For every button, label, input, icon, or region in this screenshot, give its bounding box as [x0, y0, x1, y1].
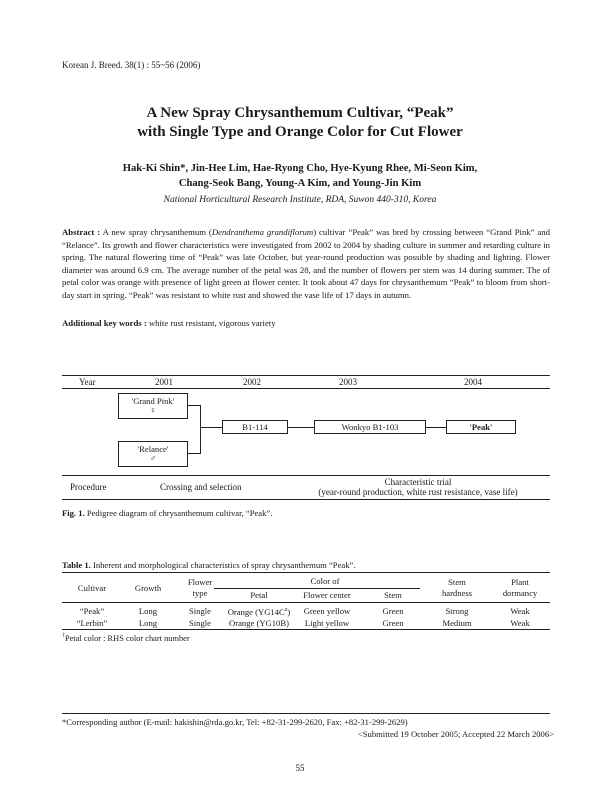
- petal-color-text: Orange (YG14C: [227, 606, 285, 617]
- year-2004: 2004: [464, 377, 482, 387]
- table-top-rule: [62, 572, 550, 573]
- header-flower-line1: Flower: [187, 577, 213, 587]
- header-flower-line2: type: [192, 588, 208, 598]
- paper-title: [40, 104, 560, 142]
- abstract: [62, 226, 550, 302]
- table-caption-text: Inherent and morphological characteristics of spray chrysanthemum “Peak”.: [90, 560, 356, 570]
- header-color-of: Color of: [310, 575, 340, 586]
- authors-line-2: Chang-Seok Bang, Young-A Kim, and Young-Jin Kim: [178, 178, 422, 189]
- table-caption: [62, 560, 355, 570]
- title-line-2: with Single Type and Orange Color for Cut Flower: [137, 124, 463, 140]
- parent-grand-pink: 'Grand Pink': [131, 396, 175, 406]
- footer-rule: [62, 713, 550, 714]
- cell-hardness: Strong: [445, 605, 469, 616]
- characteristics-table: [62, 574, 550, 630]
- figure-caption: [62, 508, 272, 518]
- header-petal: Petal: [250, 589, 268, 600]
- connector-line: [188, 405, 200, 406]
- cell-stem: Green: [382, 605, 404, 616]
- abstract-text-post: ) cultivar “Peak” was bred by crossing between “Grand Pink” and “Relance”. Its growth and flower characteristics were investigated from 2002 to 2004 by shading culture in summer and retarding culture in spring. The natural flowering time of “Peak” was late October, but year-round production was possible by shading and lighting. Flower diameter was around 6.9 cm. The average number of the petal was 28, and the number of flowers per stem was 14 during summer. The of petal color was orange with presence of light green at flower center. It took about 47 days for chrysanthemum “Peak” to bloom from short-day start in spring. “Peak” was resistant to white rust and showed the vase life of 17 days in autumn.: [62, 227, 550, 300]
- procedure-label: Procedure: [70, 482, 107, 492]
- authors-line-1: Hak-Ki Shin*, Jin-Hee Lim, Hae-Ryong Cho, Hye-Kyung Rhee, Mi-Seon Kim,: [122, 163, 478, 174]
- journal-citation: Korean J. Breed. 38(1) : 55~56 (2006): [62, 60, 201, 70]
- submission-dates: <Submitted 19 October 2005; Accepted 22 March 2006>: [357, 729, 554, 739]
- characteristic-trial-label: Characteristic trial: [384, 477, 452, 487]
- cell-petal-color: [226, 602, 292, 618]
- year-2001: 2001: [155, 377, 173, 387]
- cell-flower-type: Single: [189, 618, 211, 629]
- abstract-text-pre: A new spray chrysanthemum (: [100, 227, 212, 237]
- petal-color-text: Orange (YG10B): [229, 618, 289, 629]
- connector-line: [200, 405, 201, 454]
- header-stem-hardness: [424, 574, 490, 602]
- table-row: [62, 602, 550, 618]
- cell-flower-type: Single: [189, 605, 211, 616]
- table-row: [62, 618, 550, 630]
- header-flower-type: [174, 574, 226, 602]
- selection-b1-114: B1-114: [242, 422, 268, 432]
- cell-growth: Long: [138, 605, 158, 616]
- cell-flower-center: Green yellow: [303, 605, 351, 616]
- cell-growth: Long: [138, 618, 158, 629]
- header-hardness-line1: Stem: [448, 577, 466, 587]
- selection-wonkyo-box: [314, 420, 426, 434]
- keywords: [62, 318, 276, 328]
- cell-flower-center: Light yellow: [304, 618, 350, 629]
- connector-line: [200, 427, 222, 428]
- header-dormancy-line2: dormancy: [502, 588, 538, 598]
- page-number: 55: [295, 763, 305, 773]
- footnote-text: Petal color : RHS color chart number: [65, 633, 190, 643]
- header-flower-center: Flower center: [303, 589, 351, 600]
- cell-petal-color: [226, 618, 292, 630]
- cultivar-peak: 'Peak': [469, 422, 493, 432]
- keywords-text: white rust resistant, vigorous variety: [146, 318, 276, 328]
- female-symbol-icon: ♀: [149, 405, 157, 415]
- male-symbol-icon: ♂: [149, 453, 157, 463]
- year-label: Year: [79, 377, 96, 387]
- figure-header-rule: [62, 388, 550, 389]
- connector-line: [426, 427, 446, 428]
- selection-wonkyo-b1-103: Wonkyo B1-103: [341, 422, 399, 432]
- parent-grand-pink-box: [118, 393, 188, 419]
- header-dormancy-line1: Plant: [511, 577, 529, 587]
- characteristic-trial-detail: (year-round production, white rust resistance, vase life): [318, 487, 518, 497]
- crossing-selection-label: Crossing and selection: [160, 482, 242, 492]
- figure-bottom-rule: [62, 499, 550, 500]
- affiliation: National Horticultural Research Institute, RDA, Suwon 440-310, Korea: [163, 195, 437, 205]
- petal-footnote-mark: z: [284, 607, 288, 613]
- year-2003: 2003: [339, 377, 357, 387]
- connector-line: [188, 453, 200, 454]
- figure-procedure-rule: [62, 475, 550, 476]
- header-hardness-line2: hardness: [441, 588, 473, 598]
- year-2002: 2002: [243, 377, 261, 387]
- cell-cultivar: “Peak”: [79, 605, 105, 616]
- figure-caption-text: Pedigree diagram of chrysanthemum cultivar, “Peak”.: [84, 508, 273, 518]
- selection-b1-114-box: [222, 420, 288, 434]
- cell-dormancy: Weak: [510, 618, 530, 629]
- abstract-label: Abstract :: [62, 227, 101, 237]
- species-name: Dendranthema grandiflorum: [211, 227, 314, 237]
- cell-hardness: Medium: [442, 618, 472, 629]
- footnote-mark: †: [62, 633, 65, 639]
- header-plant-dormancy: [490, 574, 550, 602]
- connector-line: [288, 427, 314, 428]
- parent-relance: 'Relance': [137, 444, 169, 454]
- header-cultivar: Cultivar: [77, 582, 107, 593]
- figure-caption-label: Fig. 1.: [62, 508, 85, 518]
- cell-cultivar: “Lerbin”: [76, 618, 108, 629]
- pedigree-diagram: [62, 375, 550, 500]
- header-growth: Growth: [134, 582, 162, 593]
- cell-stem: Green: [382, 618, 404, 629]
- table-footnote: [62, 633, 190, 643]
- corresponding-author: *Corresponding author (E-mail: hakishin@rda.go.kr, Tel: +82-31-299-2620, Fax: +82-31-299-2629): [62, 717, 408, 727]
- cell-dormancy: Weak: [510, 605, 530, 616]
- figure-top-rule: [62, 375, 550, 376]
- title-line-1: A New Spray Chrysanthemum Cultivar, “Peak”: [146, 105, 454, 121]
- keywords-label: Additional key words :: [62, 318, 147, 328]
- parent-relance-box: [118, 441, 188, 467]
- petal-color-close: ): [287, 606, 291, 617]
- cultivar-peak-box: [446, 420, 516, 434]
- table-caption-label: Table 1.: [62, 560, 91, 570]
- header-stem: Stem: [384, 589, 402, 600]
- author-list: [40, 161, 560, 191]
